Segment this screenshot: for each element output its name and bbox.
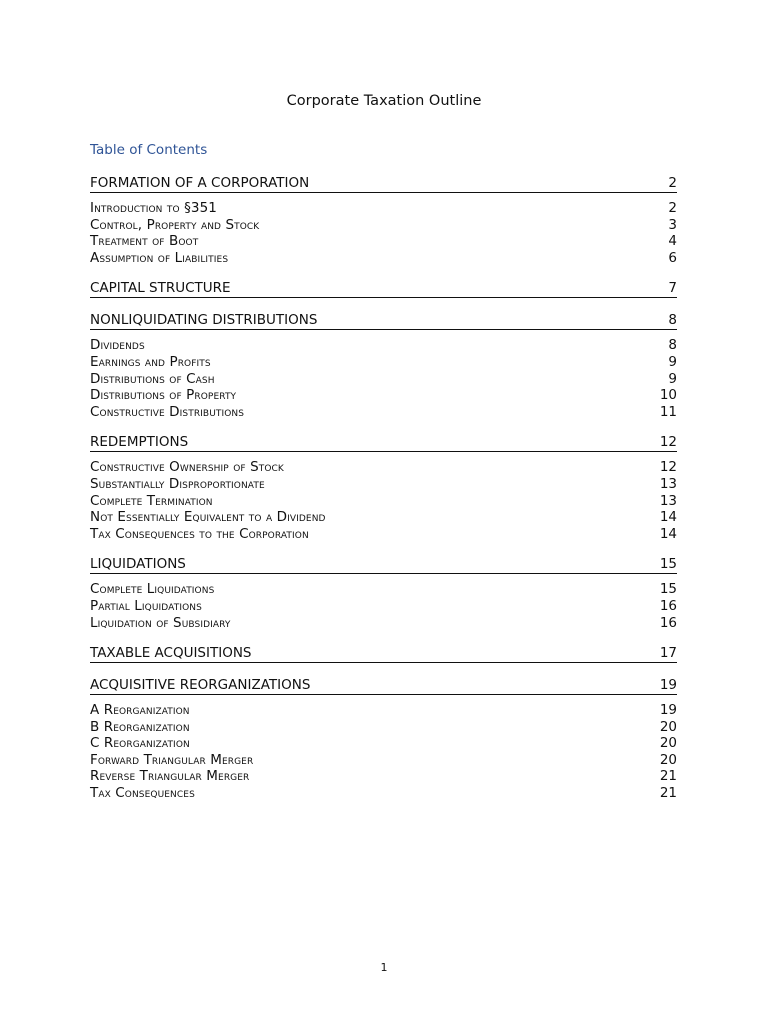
toc-section-entry[interactable] (90, 175, 677, 193)
toc-subsection-entry[interactable] (90, 200, 677, 217)
toc-subsection-title: Introduction to §351 (90, 200, 218, 216)
toc-section-entry[interactable] (90, 677, 677, 695)
toc-subsection-page: 4 (668, 233, 677, 250)
toc-subsection-title: Complete Liquidations (90, 581, 215, 598)
toc-subsection-page: 3 (668, 216, 677, 233)
toc-subsection-entry[interactable] (90, 387, 677, 404)
toc-subsection-entry[interactable] (90, 493, 677, 510)
toc-subsection-page: 21 (659, 785, 677, 802)
toc-subsection-entry[interactable] (90, 476, 677, 493)
toc-subsection-title: A Reorganization (90, 702, 190, 719)
toc-subsection-list (90, 581, 677, 631)
toc-subsection-title: Substantially Disproportionate (90, 475, 265, 492)
page-number: 1 (380, 961, 388, 974)
toc-section (90, 677, 677, 802)
toc-subsection-page: 14 (659, 509, 677, 526)
toc-subsection-entry[interactable] (90, 509, 677, 526)
toc-subsection-entry[interactable] (90, 598, 677, 615)
toc-subsection-page: 2 (668, 200, 677, 216)
toc-subsection-page: 14 (659, 525, 677, 542)
toc-subsection-page: 16 (659, 597, 677, 614)
toc-subsection-entry[interactable] (90, 459, 677, 476)
toc-section (90, 434, 677, 542)
toc-section-page: 15 (659, 556, 677, 573)
toc-section-entry[interactable] (90, 312, 677, 330)
toc-section-title: NONLIQUIDATING DISTRIBUTIONS (90, 312, 318, 329)
toc-subsection-page: 21 (659, 768, 677, 785)
toc-subsection-page: 9 (668, 370, 677, 387)
toc-section-title: LIQUIDATIONS (90, 556, 186, 573)
toc-subsection-entry[interactable] (90, 752, 677, 769)
toc-subsection-list (90, 459, 677, 542)
toc-subsection-entry[interactable] (90, 581, 677, 598)
toc-subsection-page: 13 (659, 492, 677, 509)
toc-subsection-title: Control, Property and Stock (90, 216, 260, 233)
toc-subsection-entry[interactable] (90, 404, 677, 421)
toc-section (90, 175, 677, 266)
toc-section-page: 8 (668, 312, 677, 329)
toc-subsection-page: 20 (659, 735, 677, 752)
toc-subsection-entry[interactable] (90, 250, 677, 267)
toc-subsection-entry[interactable] (90, 719, 677, 736)
toc-subsection-title: Forward Triangular Merger (90, 751, 254, 768)
toc-subsection-title: Reverse Triangular Merger (90, 768, 250, 785)
toc-subsection-page: 20 (659, 718, 677, 735)
toc-subsection-entry[interactable] (90, 371, 677, 388)
toc-subsection-entry[interactable] (90, 337, 677, 354)
toc-subsection-title: Partial Liquidations (90, 597, 202, 614)
toc-section (90, 556, 677, 631)
toc-subsection-title: C Reorganization (90, 735, 190, 752)
toc-section-entry[interactable] (90, 645, 677, 663)
toc-subsection-title: Dividends (90, 337, 145, 354)
toc-section-entry[interactable] (90, 280, 677, 298)
toc-subsection-title: Distributions of Cash (90, 370, 215, 387)
toc-subsection-page: 11 (659, 403, 677, 420)
toc-subsection-title: Not Essentially Equivalent to a Dividend (90, 509, 326, 526)
toc-subsection-list (90, 200, 677, 266)
toc-subsection-entry[interactable] (90, 354, 677, 371)
toc-subsection-title: Assumption of Liabilities (90, 249, 229, 266)
toc-section-title: TAXABLE ACQUISITIONS (90, 645, 252, 662)
toc-subsection-entry[interactable] (90, 768, 677, 785)
toc-subsection-entry[interactable] (90, 233, 677, 250)
toc-section (90, 645, 677, 663)
toc-section-page: 17 (659, 645, 677, 662)
toc-section-title: CAPITAL STRUCTURE (90, 280, 231, 297)
document-title: Corporate Taxation Outline (286, 93, 482, 109)
toc-subsection-page: 10 (659, 387, 677, 404)
toc-subsection-title: Tax Consequences to the Corporation (90, 525, 309, 542)
toc-subsection-page: 13 (659, 475, 677, 492)
toc-subsection-entry[interactable] (90, 735, 677, 752)
toc-section-page: 2 (668, 175, 677, 191)
toc-subsection-title: Treatment of Boot (90, 233, 199, 250)
toc-subsection-entry[interactable] (90, 615, 677, 632)
toc-section-title: FORMATION OF A CORPORATION (90, 175, 310, 191)
toc-subsection-page: 9 (668, 353, 677, 370)
toc-subsection-page: 20 (659, 751, 677, 768)
toc-section-title: REDEMPTIONS (90, 434, 189, 451)
toc-subsection-title: Liquidation of Subsidiary (90, 614, 231, 631)
toc-subsection-page: 12 (659, 459, 677, 476)
toc-subsection-title: Distributions of Property (90, 387, 237, 404)
toc-subsection-page: 19 (659, 702, 677, 719)
toc-subsection-entry[interactable] (90, 217, 677, 234)
toc-subsection-page: 15 (659, 581, 677, 598)
toc-subsection-title: Tax Consequences (90, 785, 195, 802)
toc-heading: Table of Contents (90, 142, 208, 158)
toc-section-page: 7 (668, 280, 677, 297)
toc-subsection-list (90, 702, 677, 802)
toc-section-entry[interactable] (90, 556, 677, 574)
table-of-contents (90, 175, 677, 816)
toc-subsection-title: Earnings and Profits (90, 353, 211, 370)
toc-subsection-page: 8 (668, 337, 677, 354)
toc-subsection-title: B Reorganization (90, 718, 190, 735)
toc-subsection-list (90, 337, 677, 420)
toc-subsection-entry[interactable] (90, 785, 677, 802)
toc-subsection-title: Complete Termination (90, 492, 213, 509)
toc-section-entry[interactable] (90, 434, 677, 452)
toc-subsection-entry[interactable] (90, 526, 677, 543)
toc-subsection-title: Constructive Ownership of Stock (90, 459, 284, 476)
toc-section-page: 12 (659, 434, 677, 451)
toc-section-title: ACQUISITIVE REORGANIZATIONS (90, 677, 311, 694)
toc-section (90, 280, 677, 298)
toc-subsection-page: 16 (659, 614, 677, 631)
toc-subsection-entry[interactable] (90, 702, 677, 719)
toc-section-page: 19 (659, 677, 677, 694)
toc-section (90, 312, 677, 420)
toc-subsection-page: 6 (668, 249, 677, 266)
toc-subsection-title: Constructive Distributions (90, 403, 245, 420)
